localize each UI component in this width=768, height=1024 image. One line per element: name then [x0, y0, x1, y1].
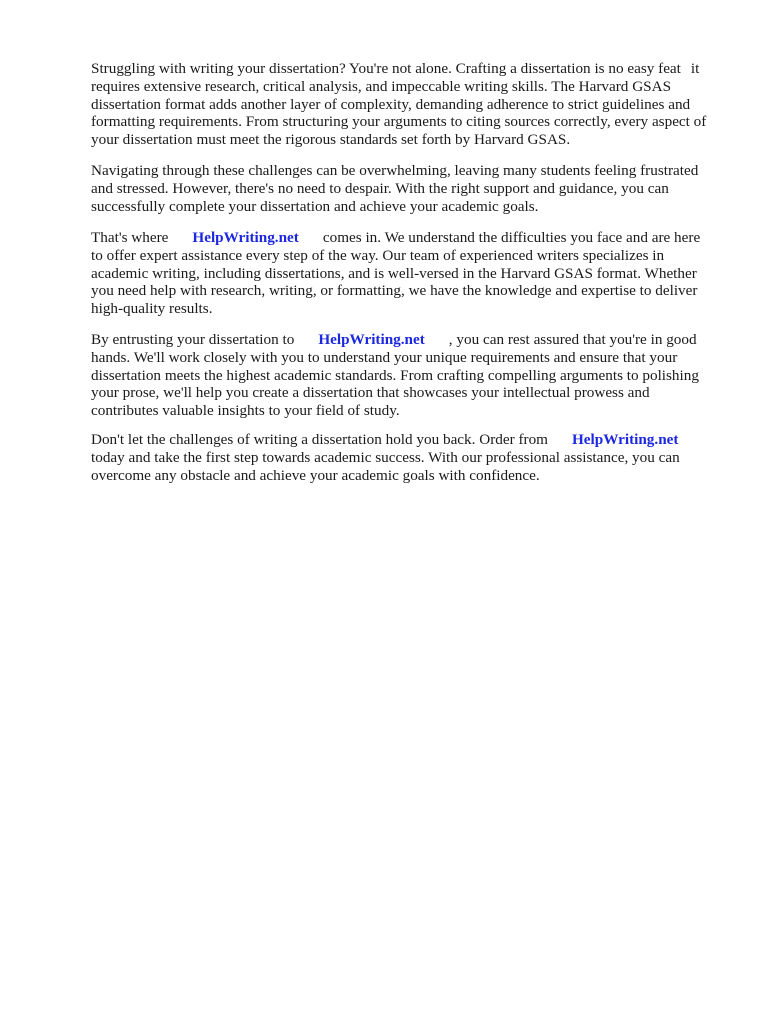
paragraph-line: requires extensive research, critical analysis, and impeccable writing skills. The Harvard GSAS	[91, 77, 672, 95]
text-span: By entrusting your dissertation to	[91, 331, 295, 348]
paragraph-3	[91, 229, 731, 318]
paragraph-2	[91, 162, 731, 215]
text-span: Don't let the challenges of writing a dissertation hold you back. Order from	[91, 431, 548, 448]
paragraph-line: academic writing, including dissertations, and is well-versed in the Harvard GSAS format. Whether	[91, 264, 697, 282]
helpwriting-link[interactable]: HelpWriting.net	[318, 331, 425, 348]
paragraph-line: your prose, we'll help you create a dissertation that showcases your intellectual prowess and	[91, 384, 650, 402]
paragraph-line: contributes valuable insights to your field of study.	[91, 402, 400, 420]
text-span: comes in. We understand the difficulties you face and are here	[322, 229, 701, 246]
paragraph-line: overcome any obstacle and achieve your academic goals with confidence.	[91, 466, 540, 484]
helpwriting-link[interactable]: HelpWriting.net	[192, 229, 299, 246]
paragraph-line: dissertation meets the highest academic standards. From crafting compelling arguments to polishing	[91, 366, 699, 384]
text-span: That's where	[91, 229, 169, 246]
paragraph-4	[91, 331, 731, 420]
paragraph-line: successfully complete your dissertation and achieve your academic goals.	[91, 197, 539, 215]
paragraph-line: high-quality results.	[91, 300, 213, 318]
paragraph-5	[91, 431, 731, 484]
helpwriting-link[interactable]: HelpWriting.net	[571, 431, 679, 448]
paragraph-line: hands. We'll work closely with you to understand your unique requirements and ensure that your	[91, 348, 678, 366]
paragraph-line: you need help with research, writing, or formatting, we have the knowledge and expertise to deliver	[91, 282, 698, 300]
text-span: , you can rest assured that you're in good	[448, 331, 697, 348]
paragraph-line	[91, 331, 731, 349]
paragraph-line: today and take the first step towards academic success. With our professional assistance, you can	[91, 448, 680, 466]
paragraph-line	[91, 60, 731, 78]
text-span: Struggling with writing your dissertation? You're not alone. Crafting a dissertation is no easy feat	[91, 60, 681, 77]
paragraph-1	[91, 60, 731, 149]
paragraph-line: dissertation format adds another layer of complexity, demanding adherence to strict guidelines and	[91, 95, 691, 113]
paragraph-line: to offer expert assistance every step of the way. Our team of experienced writers specializes in	[91, 246, 665, 264]
text-span: it	[690, 60, 700, 77]
paragraph-line: Navigating through these challenges can be overwhelming, leaving many students feeling frustrated	[91, 162, 699, 179]
paragraph-line: your dissertation must meet the rigorous standards set forth by Harvard GSAS.	[91, 131, 571, 149]
paragraph-line: and stressed. However, there's no need to despair. With the right support and guidance, you can	[91, 179, 669, 197]
paragraph-line: formatting requirements. From structuring your arguments to citing sources correctly, every aspect of	[91, 113, 707, 131]
paragraph-line	[91, 431, 731, 449]
paragraph-line	[91, 229, 731, 247]
